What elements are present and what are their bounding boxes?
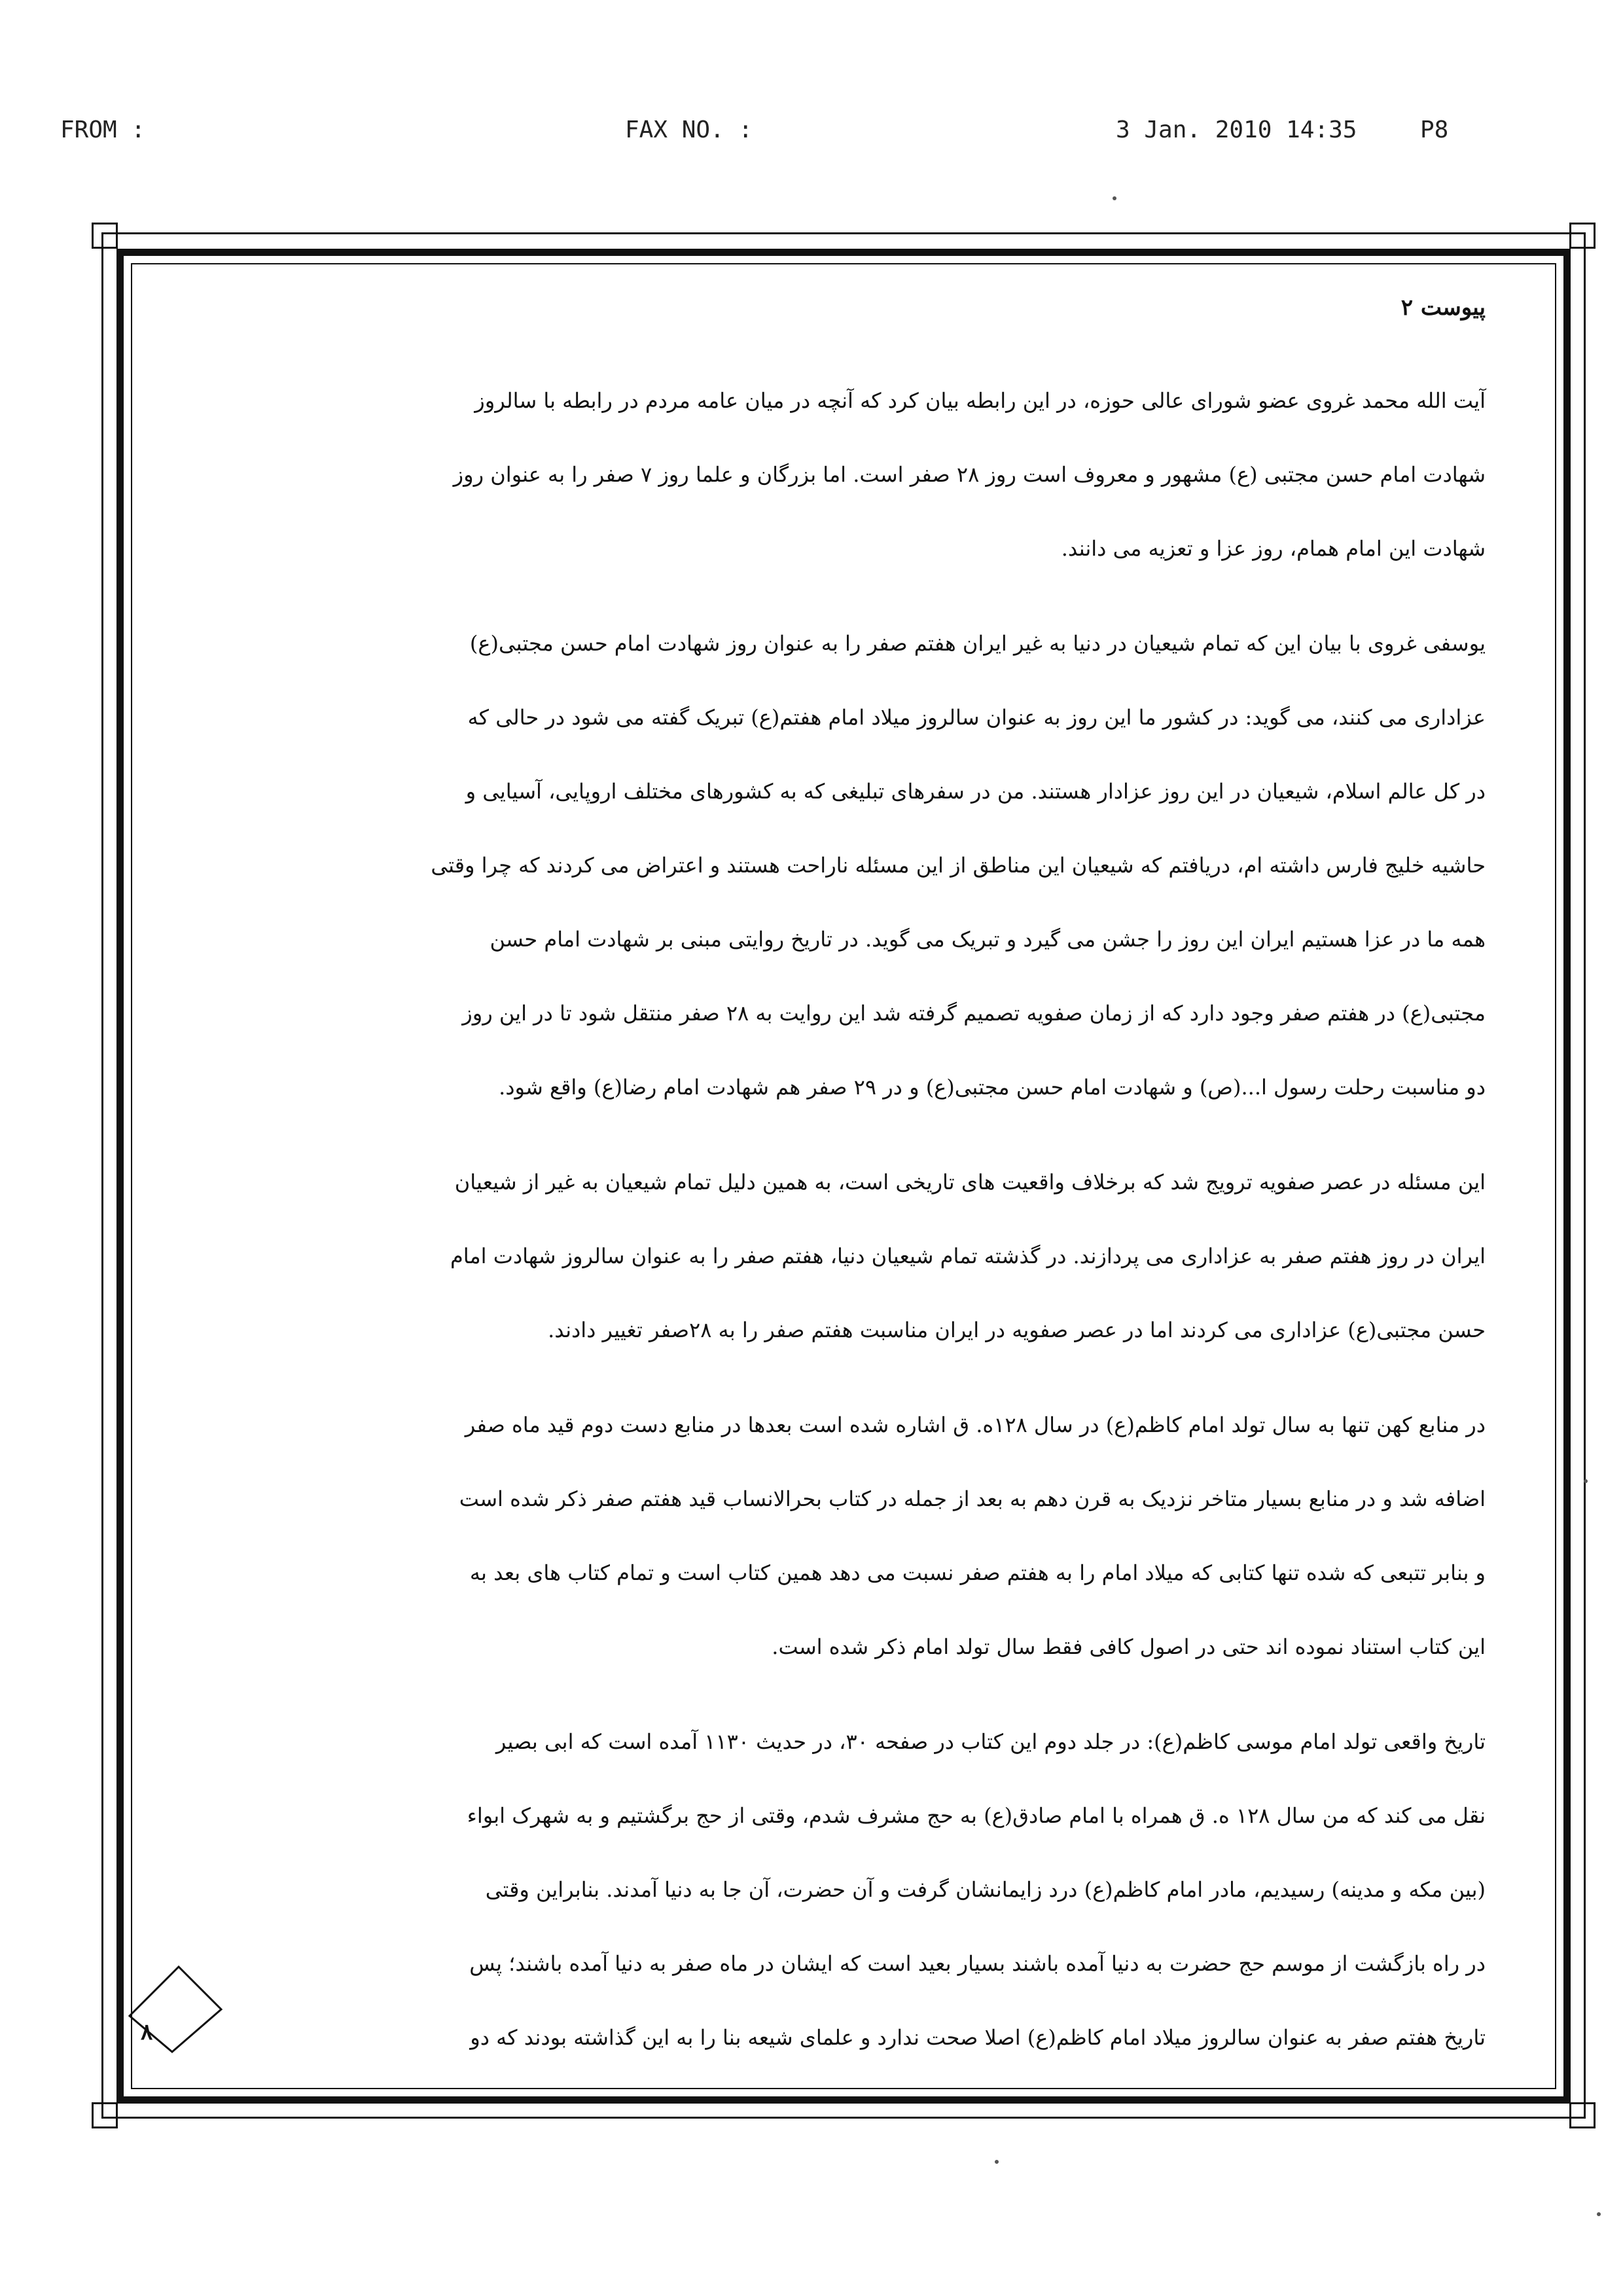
text-line: در راه بازگشت از موسم حج حضرت به دنیا آمده باشند بسیار بعید است که ایشان در ماه صفر به دنیا آمده باشند؛ پس [469, 1951, 1486, 1976]
text-line: دو مناسبت رحلت رسول ا...(ص) و شهادت امام حسن مجتبی(ع) و در ۲۹ صفر هم شهادت امام رضا(ع) واقع شود. [499, 1075, 1486, 1100]
text-line: شهادت امام حسن مجتبی (ع) مشهور و معروف است روز ۲۸ صفر است. اما بزرگان و علما روز ۷ صفر را به عنوان روز [453, 462, 1486, 487]
text-line: این کتاب استناد نموده اند حتی در اصول کافی فقط سال تولد امام ذکر شده است. [772, 1634, 1486, 1659]
text-line: حاشیه خلیج فارس داشته ام، دریافتم که شیعیان این مناطق از این مسئله ناراحت هستند و اعتراض می کردند که چرا وقتی [431, 853, 1486, 878]
paragraph [190, 1705, 1486, 2075]
text-line: در منابع کهن تنها به سال تولد امام کاظم(ع) در سال ۱۲۸ه. ق اشاره شده است بعدها در منابع دست دوم قید ماه صفر [465, 1412, 1486, 1437]
text-line: آیت الله محمد غروی عضو شورای عالی حوزه، در این رابطه بیان کرد که آنچه در میان عامه مردم در رابطه با سالروز [474, 388, 1486, 413]
paragraph [190, 607, 1486, 1124]
fax-from-label: FROM : [60, 117, 146, 143]
fax-date-time: 3 Jan. 2010 14:35 [1116, 117, 1357, 143]
frame-corner-ornament [1569, 223, 1596, 249]
text-line: (بین مکه و مدینه) رسیدیم، مادر امام کاظم(ع) درد زایمانشان گرفت و آن حضرت، آن جا به دنیا آمدند. بنابراین وقتی [485, 1877, 1486, 1902]
text-line: حسن مجتبی(ع) عزاداری می کردند اما در عصر صفویه در ایران مناسبت هفتم صفر را به ۲۸صفر تغییر دادند. [548, 1318, 1486, 1342]
scan-speck [1113, 196, 1116, 200]
text-line: یوسفی غروی با بیان این که تمام شیعیان در دنیا به غیر ایران هفتم صفر را به عنوان روز شهادت امام حسن مجتبی(ع) [469, 631, 1486, 656]
text-line: تاریخ هفتم صفر به عنوان سالروز میلاد امام کاظم(ع) اصلا صحت ندارد و علمای شیعه بنا را به این گذاشته بودند که دو [470, 2025, 1486, 2050]
scan-speck [1584, 1479, 1588, 1483]
scan-speck [995, 2160, 999, 2164]
frame-corner-ornament [92, 2102, 118, 2128]
paragraph [190, 364, 1486, 586]
text-line: شهادت این امام همام، روز عزا و تعزیه می دانند. [1061, 536, 1486, 561]
fax-page-number: P8 [1420, 117, 1449, 143]
text-line: نقل می کند که من سال ۱۲۸ ه. ق همراه با امام صادق(ع) به حج مشرف شدم، وقتی از حج برگشتیم و به شهرک ابواء [467, 1803, 1486, 1828]
paragraph [190, 1388, 1486, 1684]
text-line: و بنابر تتبعی که شده تنها کتابی که میلاد امام را به هفتم صفر نسبت می دهد همین کتاب است و تمام کتاب های بعد به [469, 1560, 1486, 1585]
page-number-diamond [116, 1944, 228, 2055]
text-line: این مسئله در عصر صفویه ترویج شد که برخلاف واقعیت های تاریخی است، به همین دلیل تمام شیعیان به غیر از شیعیان [454, 1170, 1486, 1194]
diamond-shape [116, 1944, 228, 2055]
frame-corner-ornament [1569, 2102, 1596, 2128]
scan-speck [1597, 2212, 1601, 2216]
text-line: عزاداری می کنند، می گوید: در کشور ما این روز به عنوان سالروز میلاد امام هفتم(ع) تبریک گفته می شود در حالی که [467, 705, 1486, 730]
page-number: ۸ [141, 2019, 153, 2045]
text-line: در کل عالم اسلام، شیعیان در این روز عزادار هستند. من در سفرهای تبلیغی که به کشورهای مختلف اروپایی، آسیایی و [465, 779, 1486, 804]
frame-corner-ornament [92, 223, 118, 249]
paragraph [190, 1145, 1486, 1367]
text-line: همه ما در عزا هستیم ایران این روز را جشن می گیرد و تبریک می گوید. در تاریخ روایتی مبنی بر شهادت امام حسن [490, 927, 1486, 952]
text-line: مجتبی(ع) در هفتم صفر وجود دارد که از زمان صفویه تصمیم گرفته شد این روایت به ۲۸ صفر منتقل شود تا در این روز [462, 1001, 1486, 1026]
text-line: تاریخ واقعی تولد امام موسی کاظم(ع): در جلد دوم این کتاب در صفحه ۳۰، در حدیث ۱۱۳۰ آمده است که ابی بصیر [495, 1729, 1486, 1754]
text-line: ایران در روز هفتم صفر به عزاداری می پردازند. در گذشته تمام شیعیان دنیا، هفتم صفر را به عنوان سالروز شهادت امام [450, 1244, 1486, 1268]
document-body [190, 288, 1486, 2096]
appendix-title: پیوست ۲ [1400, 295, 1486, 321]
fax-number-label: FAX NO. : [625, 117, 753, 143]
fax-header [0, 117, 1623, 156]
text-line: اضافه شد و در منابع بسیار متاخر نزدیک به قرن دهم به بعد از جمله در کتاب بحرالانساب قید هفتم صفر ذکر شده است [459, 1486, 1486, 1511]
